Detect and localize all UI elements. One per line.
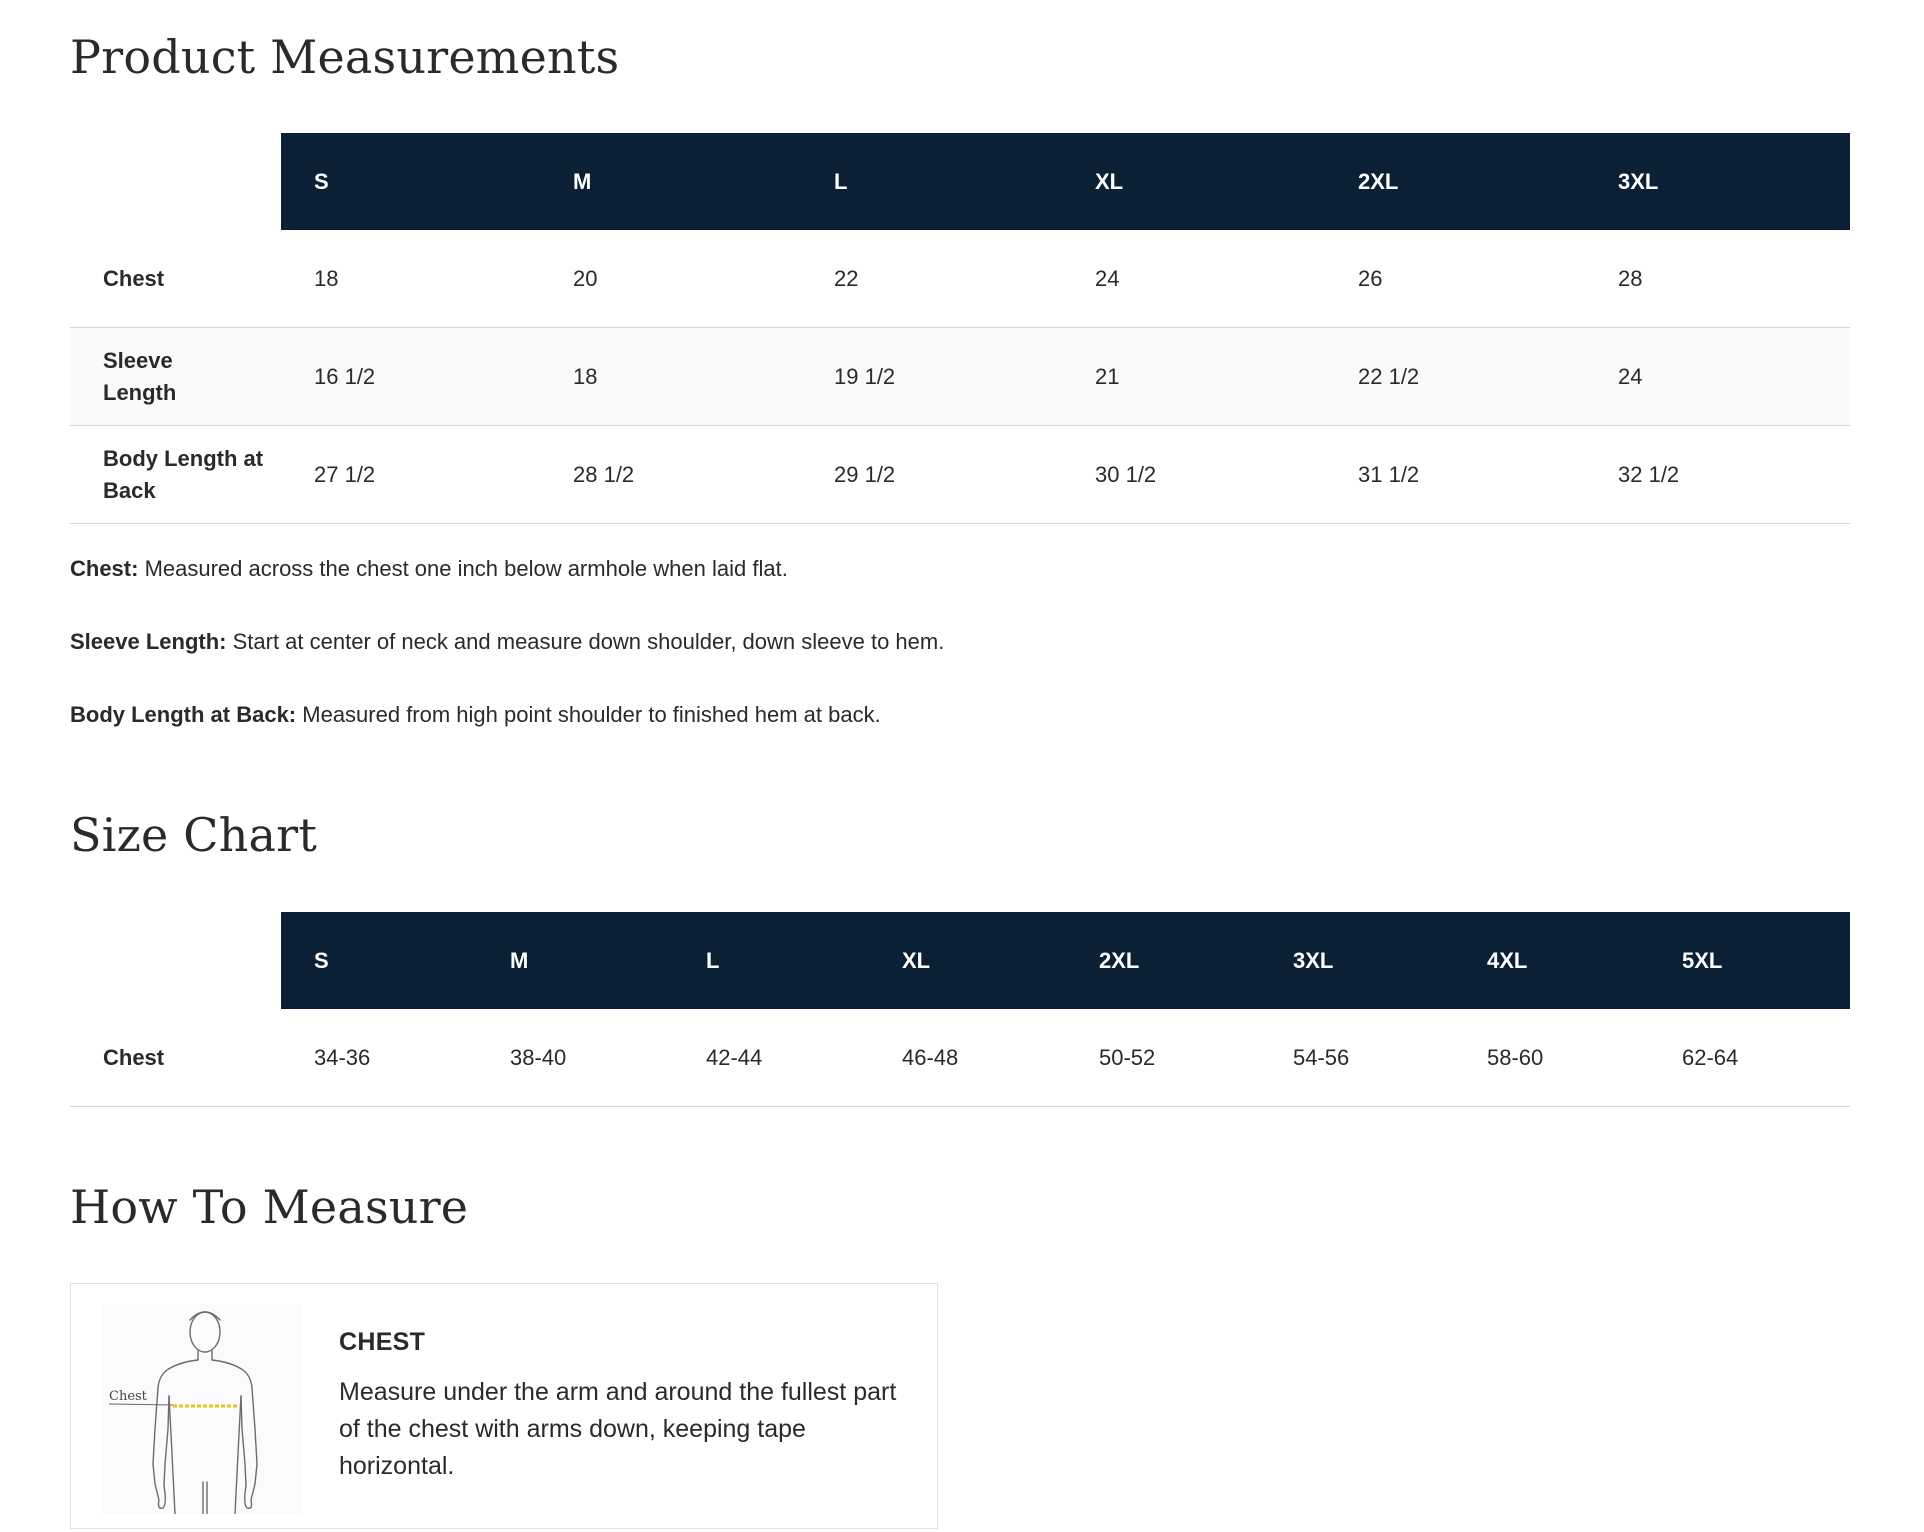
chest-figure-label: Chest [109, 1389, 147, 1404]
table-cell: 34-36 [281, 1009, 477, 1107]
table-cell: 46-48 [869, 1009, 1066, 1107]
table-row [70, 426, 1850, 524]
chest-measure-card [70, 1283, 938, 1529]
table-cell: 42-44 [673, 1009, 869, 1107]
measurement-notes [70, 555, 944, 774]
size-chart-header-row [70, 912, 1850, 1009]
size-header: M [540, 133, 801, 230]
table-cell: 32 1/2 [1585, 426, 1850, 524]
size-header: 5XL [1649, 912, 1850, 1009]
table-cell: 38-40 [477, 1009, 673, 1107]
table-cell: 20 [540, 230, 801, 328]
table-cell: 19 1/2 [801, 328, 1062, 426]
table-cell: 21 [1062, 328, 1325, 426]
note-term: Chest: [70, 556, 139, 581]
note-term: Body Length at Back: [70, 702, 297, 727]
size-chart-table [70, 912, 1850, 1107]
size-header: S [281, 912, 477, 1009]
table-cell: 28 [1585, 230, 1850, 328]
header-corner-cell [70, 912, 281, 1009]
table-row [70, 328, 1850, 426]
table-cell: 58-60 [1454, 1009, 1649, 1107]
table-cell: 26 [1325, 230, 1585, 328]
size-header: L [673, 912, 869, 1009]
how-to-measure-title: How To Measure [70, 1180, 469, 1234]
table-cell: 18 [540, 328, 801, 426]
note-text: Measured from high point shoulder to finished hem at back. [296, 702, 881, 727]
size-header: 2XL [1325, 133, 1585, 230]
note-text: Measured across the chest one inch below armhole when laid flat. [138, 556, 788, 581]
note-text: Start at center of neck and measure down shoulder, down sleeve to hem. [226, 629, 945, 654]
size-header: XL [869, 912, 1066, 1009]
note-chest [70, 555, 944, 582]
size-header: S [281, 133, 540, 230]
product-measurements-title: Product Measurements [70, 30, 620, 84]
chest-measure-figure [101, 1304, 301, 1514]
header-corner-cell [70, 133, 281, 230]
size-header: 2XL [1066, 912, 1260, 1009]
table-cell: 30 1/2 [1062, 426, 1325, 524]
note-body-length [70, 701, 944, 728]
table-row [70, 1009, 1850, 1107]
table-cell: 31 1/2 [1325, 426, 1585, 524]
size-header: 3XL [1260, 912, 1454, 1009]
chest-heading: CHEST [339, 1328, 426, 1356]
size-header: XL [1062, 133, 1325, 230]
row-label-chest: Chest [70, 1009, 281, 1107]
size-header: L [801, 133, 1062, 230]
table-cell: 24 [1585, 328, 1850, 426]
table-cell: 27 1/2 [281, 426, 540, 524]
table-cell: 16 1/2 [281, 328, 540, 426]
size-chart-title: Size Chart [70, 808, 318, 862]
row-label-chest: Chest [70, 230, 281, 328]
table-cell: 22 [801, 230, 1062, 328]
table-cell: 22 1/2 [1325, 328, 1585, 426]
row-label-body-length: Body Length at Back [70, 426, 281, 524]
size-header: 4XL [1454, 912, 1649, 1009]
body-outline-icon [101, 1304, 301, 1514]
product-measurements-table [70, 133, 1850, 524]
size-header: 3XL [1585, 133, 1850, 230]
measurements-header-row [70, 133, 1850, 230]
note-sleeve-length [70, 628, 944, 655]
note-term: Sleeve Length: [70, 629, 227, 654]
table-cell: 62-64 [1649, 1009, 1850, 1107]
table-row [70, 230, 1850, 328]
chest-instructions: Measure under the arm and around the fullest part of the chest with arms down, keeping tape horizontal. [339, 1378, 897, 1480]
size-header: M [477, 912, 673, 1009]
table-cell: 29 1/2 [801, 426, 1062, 524]
table-cell: 24 [1062, 230, 1325, 328]
row-label-sleeve-length: Sleeve Length [70, 328, 281, 426]
table-cell: 18 [281, 230, 540, 328]
table-cell: 54-56 [1260, 1009, 1454, 1107]
table-cell: 28 1/2 [540, 426, 801, 524]
table-cell: 50-52 [1066, 1009, 1260, 1107]
